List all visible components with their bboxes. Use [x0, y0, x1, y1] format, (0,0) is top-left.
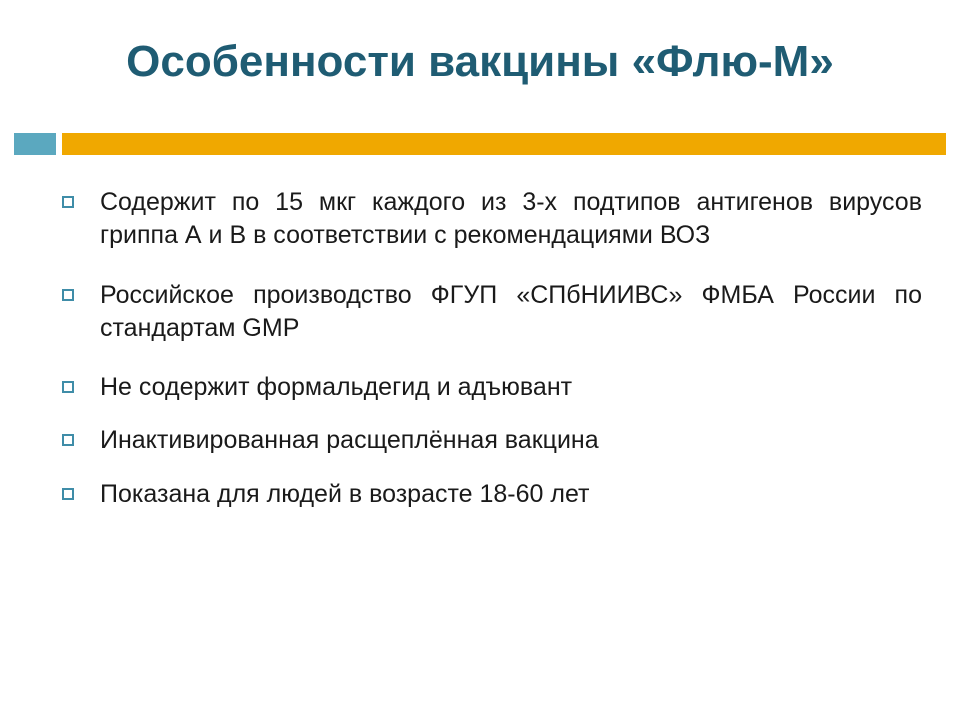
square-bullet-icon: [62, 434, 74, 446]
list-item-text: Российское производство ФГУП «СПбНИИВС» ФМБА России по стандартам GMP: [100, 280, 922, 342]
list-item-text: Содержит по 15 мкг каждого из 3-х подтипов антигенов вирусов гриппа А и В в соответствии с рекомендациями ВОЗ: [100, 188, 922, 250]
list-item: [62, 279, 922, 346]
divider-bar: [62, 133, 946, 155]
list-item: [62, 478, 922, 511]
square-bullet-icon: [62, 289, 74, 301]
list-item: [62, 424, 922, 457]
bullet-list: [62, 186, 922, 531]
square-bullet-icon: [62, 196, 74, 208]
list-item: [62, 371, 922, 404]
page-title: Особенности вакцины «Флю-М»: [126, 37, 834, 86]
divider-accent-block: [14, 133, 56, 155]
list-item-text: Не содержит формальдегид и адъювант: [100, 373, 573, 401]
list-item: [62, 186, 922, 253]
list-item-text: Показана для людей в возрасте 18-60 лет: [100, 479, 590, 508]
square-bullet-icon: [62, 488, 74, 500]
list-item-text: Инактивированная расщеплённая вакцина: [100, 426, 599, 455]
square-bullet-icon: [62, 381, 74, 393]
title-divider: [0, 133, 960, 155]
